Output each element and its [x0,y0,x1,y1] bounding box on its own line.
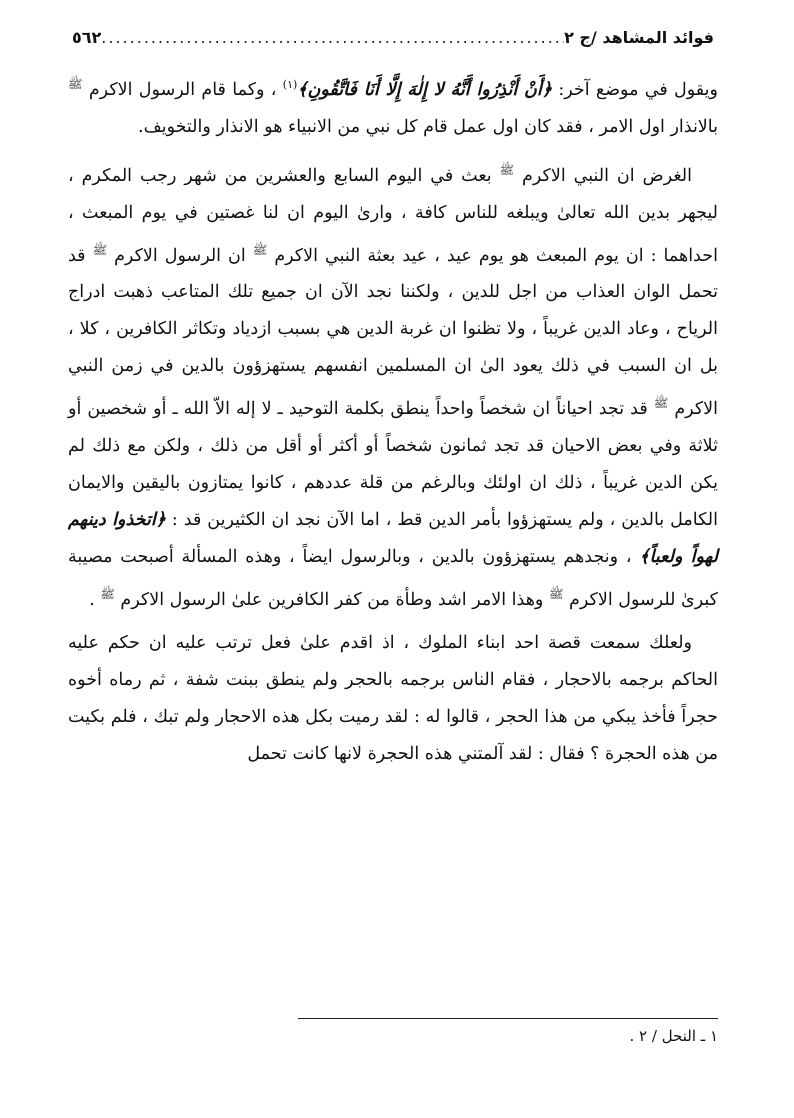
text-run: ان الرسول الاكرم [114,245,246,266]
footnote-ref[interactable]: (١) [282,78,298,91]
salawat-glyph: ﷺ [499,162,515,177]
text-run: ، ونجدهم يستهزؤون بالدين ، وبالرسول ايضاً ، وهذه المسألة أصبحت مصيبة كبرىٰ للرسول الاكرم [68,547,718,611]
paragraph-1 [68,66,718,146]
text-run: بعث في اليوم السابع والعشرين من شهر رجب المكرم ، ليجهر بدين الله تعالىٰ ويبلغه للناس كافة ، واریٰ اليوم ان لنا غصتين في يوم المبعث ، احداهما : ان يوم المبعث هو يوم عيد ، عيد بعثة النبي الاكرم [68,165,718,266]
text-run: ويقول في موضع آخر: [558,79,718,100]
text-run: قد تحمل الوان العذاب من اجل للدين ، ولكننا نجد الآن ان جميع تلك المتاعب ذهبت ادراج الرياح ، وعاد الدين غريباً ، ولا تظنوا ان غربة الدين هي بسبب ازدياد وتكاثر الكافرين ، كلا ، بل ان السبب في ذلك يعود الىٰ ان المسلمين انفسهم يستهزؤون بالدين في زمن النبي الاكرم [68,245,718,420]
salawat-glyph: ﷺ [100,587,115,602]
paragraph-3 [68,625,718,773]
page [68,26,718,779]
text-run: وهذا الامر اشد وطأة من كفر الكافرين علىٰ الرسول الاكرم [120,590,544,611]
text-run: الغرض ان النبي الاكرم [522,165,692,186]
footnote-divider [298,1018,718,1019]
salawat-glyph: ﷺ [548,587,564,602]
body-text [68,66,718,773]
text-run: . [89,590,95,611]
quran-quote: ﴿اتخذوا دينهم لهواً ولعباً﴾ [68,510,718,568]
paragraph-2 [68,152,718,619]
text-run: ، وكما قام الرسول الاكرم [88,79,277,100]
text-run: ولعلك سمعت قصة احد ابناء الملوك ، اذ اقدم علىٰ فعل ترتب عليه ان حكم عليه الحاكم برجمه بالاحجار ، فقام الناس برجمه بالحجر ولم ينطق ببنت شفة ، ثم رماه أخوه حجراً فأخذ يبكي من هذا الحجر ، قالوا له : لقد رميت بكل هذه الاحجار ولم تبك ، فلم بكيت من هذه الحجرة ؟ فقال : لقد آلمتني هذه الحجرة لانها كانت تحمل [68,633,718,765]
salawat-glyph: ﷺ [92,242,108,257]
salawat-glyph: ﷺ [68,77,83,91]
footnote: ١ ـ النحل / ٢ . [629,1027,718,1045]
text-run: قد تجد احياناً ان شخصاً واحداً ينطق بكلمة التوحيد ـ لا إله الاّ الله ـ أو شخصين أو ثلاثة وفي بعض الاحيان قد تجد ثمانون شخصاً أو أكثر أو أقل من ذلك ، ولكن مع ذلك لم يكن الدين غريباً ، ذلك ان اولئك وبالرغم من قلة عددهم ، كانوا يمتازون باليقين والايمان الكامل بالدين ، ولم يستهزؤوا بأمر الدين قط ، اما الآن نجد ان الكثيرين قد : [68,399,718,531]
header-leader-dots [101,26,564,50]
running-header [68,26,718,50]
quran-quote: ﴿أَنْ أَنْذِرُوا أَنَّهُ لا إِلٰهَ إِلَّا أَنَا فَاتَّقُونِ﴾ [297,79,552,100]
text-run: بالانذار اول الامر ، فقد كان اول عمل قام كل نبي من الانبياء هو الانذار والتخويف. [138,116,718,137]
header-title: فوائد المشاهد /ج ٢ [564,28,714,47]
page-number: ٥٦٢ [72,28,102,47]
salawat-glyph: ﷺ [653,396,669,411]
salawat-glyph: ﷺ [252,242,268,257]
